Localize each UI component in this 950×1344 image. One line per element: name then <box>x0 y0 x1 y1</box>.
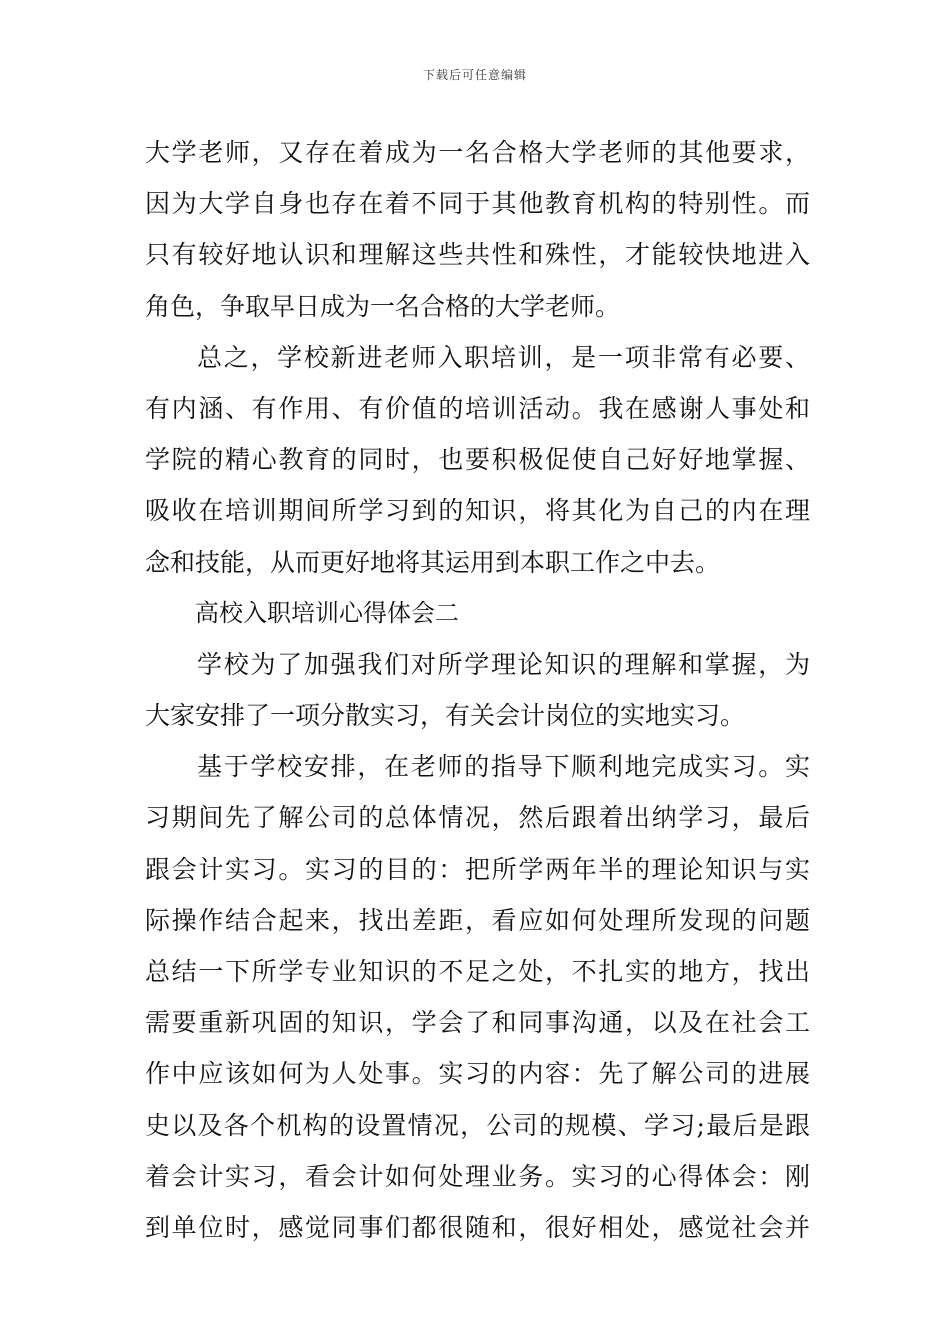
text-line: 总结一下所学专业知识的不足之处，不扎实的地方，找出 <box>145 957 810 986</box>
text-line: 着会计实习，看会计如何处理业务。实习的心得体会：刚 <box>145 1161 810 1191</box>
text-line: 跟会计实习。实习的目的：把所学两年半的理论知识与实 <box>145 854 810 884</box>
text-line: 作中应该如何为人处事。实习的内容：先了解公司的进展 <box>145 1059 810 1089</box>
text-line: 念和技能，从而更好地将其运用到本职工作之中去。 <box>145 547 721 577</box>
document-body <box>145 127 810 1253</box>
text-line: 史以及各个机构的设置情况，公司的规模、学习;最后是跟 <box>145 1110 810 1140</box>
text-line: 大学老师，又存在着成为一名合格大学老师的其他要求， <box>145 138 810 167</box>
text-line: 学院的精心教育的同时，也要积极促使自己好好地掌握、 <box>145 445 810 475</box>
text-line: 到单位时，感觉同事们都很随和，很好相处，感觉社会并 <box>145 1212 810 1242</box>
text-line: 只有较好地认识和理解这些共性和殊性，才能较快地进入 <box>145 240 810 270</box>
text-line: 际操作结合起来，找出差距，看应如何处理所发现的问题 <box>145 905 810 935</box>
text-line: 有内涵、有作用、有价值的培训活动。我在感谢人事处和 <box>145 393 810 423</box>
text-line: 因为大学自身也存在着不同于其他教育机构的特别性。而 <box>145 189 810 219</box>
text-line: 习期间先了解公司的总体情况，然后跟着出纳学习，最后 <box>145 803 810 833</box>
text-line: 总之，学校新进老师入职培训，是一项非常有必要、 <box>197 342 810 372</box>
text-line: 吸收在培训期间所学习到的知识，将其化为自己的内在理 <box>145 496 810 526</box>
text-line: 基于学校安排，在老师的指导下顺利地完成实习。实 <box>197 752 810 782</box>
text-line: 角色，争取早日成为一名合格的大学老师。 <box>145 291 621 321</box>
text-line: 大家安排了一项分散实习，有关会计岗位的实地实习。 <box>145 701 746 731</box>
page-header: 下载后可任意编辑 <box>422 68 527 82</box>
text-line: 需要重新巩固的知识，学会了和同事沟通，以及在社会工 <box>145 1008 810 1038</box>
text-line: 学校为了加强我们对所学理论知识的理解和掌握，为 <box>197 649 810 679</box>
section-heading: 高校入职培训心得体会二 <box>195 598 459 627</box>
